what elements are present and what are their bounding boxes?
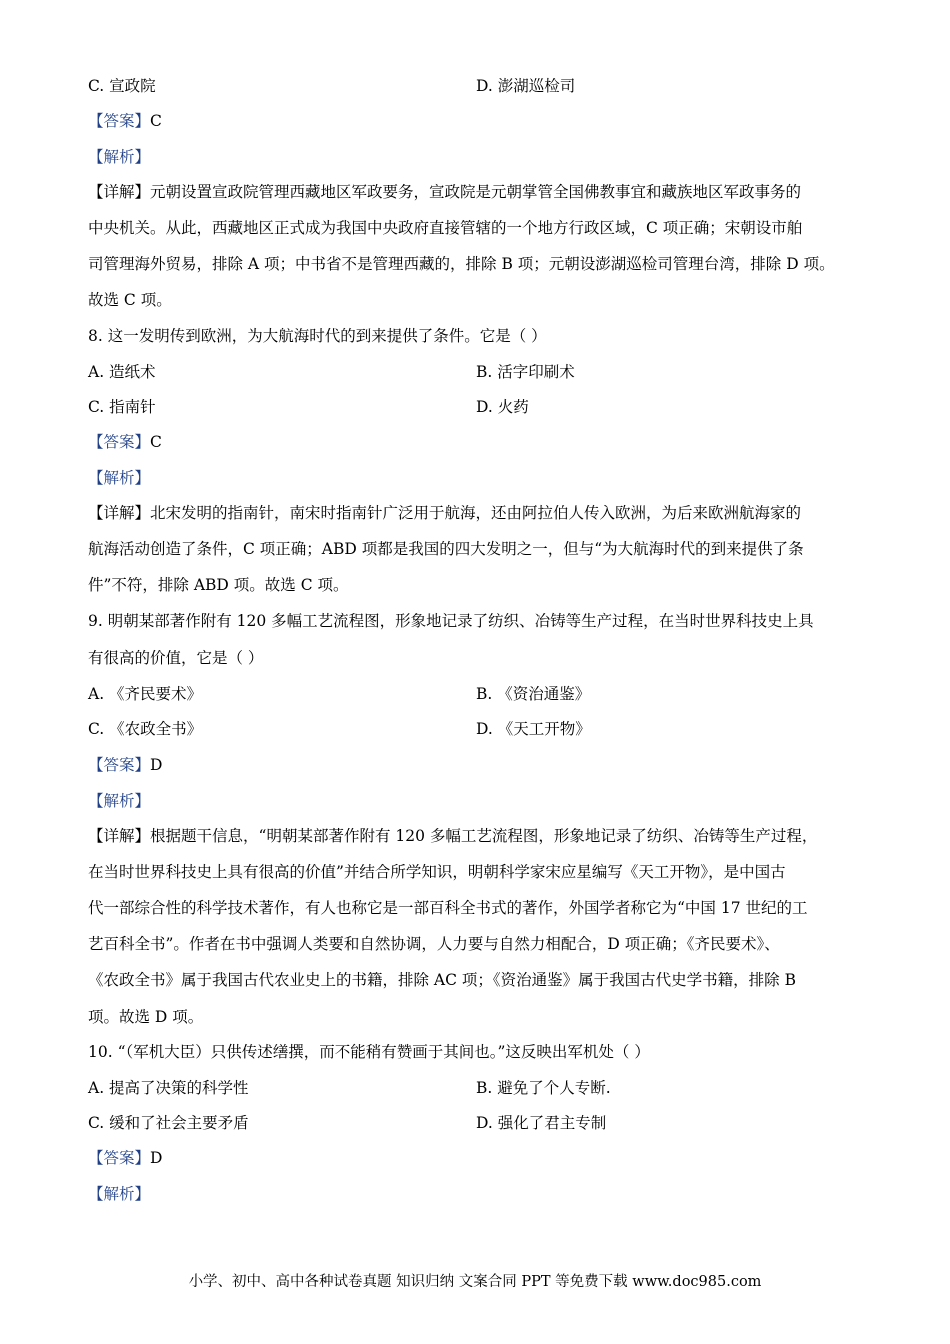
q8-detail-line-3: 件”不符，排除 ABD 项。故选 C 项。 (88, 576, 349, 594)
q8-option-b: B. 活字印刷术 (476, 363, 575, 381)
q10-analysis-tag: 【解析】 (88, 1185, 151, 1203)
q9-detail-line-4: 艺百科全书”。作者在书中强调人类要和自然协调，人力要与自然力相配合，D 项正确；《齐民要术》、 (88, 935, 780, 953)
answer-value: C (150, 112, 162, 130)
q8-option-c: C. 指南针 (88, 398, 156, 416)
q7-answer (88, 111, 162, 131)
q9-detail-line-1: 【详解】根据题干信息，“明朝某部著作附有 120 多幅工艺流程图，形象地记录了纺织、冶铸等生产过程， (88, 827, 818, 845)
q7-detail-line-2: 中央机关。从此，西藏地区正式成为我国中央政府直接管辖的一个地方行政区域，C 项正确；宋朝设市舶 (88, 219, 803, 237)
answer-tag: 【答案】 (88, 433, 151, 451)
answer-value: D (150, 1149, 163, 1167)
q9-stem-line-1: 9. 明朝某部著作附有 120 多幅工艺流程图，形象地记录了纺织、冶铸等生产过程，在当时世界科技史上具 (88, 612, 814, 630)
q7-detail-line-3: 司管理海外贸易，排除 A 项；中书省不是管理西藏的，排除 B 项；元朝设澎湖巡检司管理台湾，排除 D 项。 (88, 255, 835, 273)
q8-answer (88, 432, 162, 452)
page-footer: 小学、初中、高中各种试卷真题 知识归纳 文案合同 PPT 等免费下载 www.doc985.com (188, 1274, 762, 1290)
detail-tag: 【详解】 (88, 183, 151, 201)
q9-detail-line-6: 项。故选 D 项。 (88, 1008, 204, 1026)
answer-tag: 【答案】 (88, 756, 151, 774)
q8-detail-line-1: 【详解】北宋发明的指南针，南宋时指南针广泛用于航海，还由阿拉伯人传入欧洲，为后来欧洲航海家的 (88, 504, 802, 522)
detail-tag: 【详解】 (88, 827, 151, 845)
q8-detail-line-2: 航海活动创造了条件，C 项正确；ABD 项都是我国的四大发明之一，但与“为大航海时代的到来提供了条 (88, 540, 804, 558)
q10-option-d: D. 强化了君主专制 (476, 1114, 607, 1132)
q9-option-d: D. 《天工开物》 (476, 720, 591, 738)
q7-option-d: D. 澎湖巡检司 (476, 77, 576, 95)
q8-analysis-tag: 【解析】 (88, 469, 151, 487)
q7-analysis-tag: 【解析】 (88, 148, 151, 166)
answer-tag: 【答案】 (88, 112, 151, 130)
q9-detail-line-2: 在当时世界科技史上具有很高的价值”并结合所学知识，明朝科学家宋应星编写《天工开物》，是中国古 (88, 863, 786, 881)
q10-option-a: A. 提高了决策的科学性 (88, 1079, 249, 1097)
q10-option-b: B. 避免了个人专断. (476, 1079, 611, 1097)
answer-tag: 【答案】 (88, 1149, 151, 1167)
q8-stem: 8. 这一发明传到欧洲，为大航海时代的到来提供了条件。它是（ ） (88, 327, 547, 345)
answer-value: D (150, 756, 163, 774)
q7-option-c: C. 宣政院 (88, 77, 156, 95)
q9-answer (88, 755, 162, 775)
q9-analysis-tag: 【解析】 (88, 792, 151, 810)
q10-answer (88, 1148, 162, 1168)
q8-option-d: D. 火药 (476, 398, 529, 416)
q7-detail-line-1: 【详解】元朝设置宣政院管理西藏地区军政要务，宣政院是元朝掌管全国佛教事宜和藏族地区军政事务的 (88, 183, 802, 201)
q10-option-c: C. 缓和了社会主要矛盾 (88, 1114, 249, 1132)
q8-option-a: A. 造纸术 (88, 363, 156, 381)
q10-stem: 10. “（军机大臣）只供传述缮撰，而不能稍有赞画于其间也。”这反映出军机处（ ） (88, 1043, 650, 1061)
q7-detail-line-4: 故选 C 项。 (88, 291, 172, 309)
detail-tag: 【详解】 (88, 504, 151, 522)
q9-option-b: B. 《资治通鉴》 (476, 685, 591, 703)
answer-value: C (150, 433, 162, 451)
q9-option-c: C. 《农政全书》 (88, 720, 203, 738)
q9-option-a: A. 《齐民要术》 (88, 685, 203, 703)
q9-stem-line-2: 有很高的价值，它是（ ） (88, 649, 264, 667)
q9-detail-line-3: 代一部综合性的科学技术著作，有人也称它是一部百科全书式的著作，外国学者称它为“中国 17 世纪的工 (88, 899, 808, 917)
q9-detail-line-5: 《农政全书》属于我国古代农业史上的书籍，排除 AC 项；《资治通鉴》属于我国古代史学书籍，排除 B (88, 971, 796, 989)
